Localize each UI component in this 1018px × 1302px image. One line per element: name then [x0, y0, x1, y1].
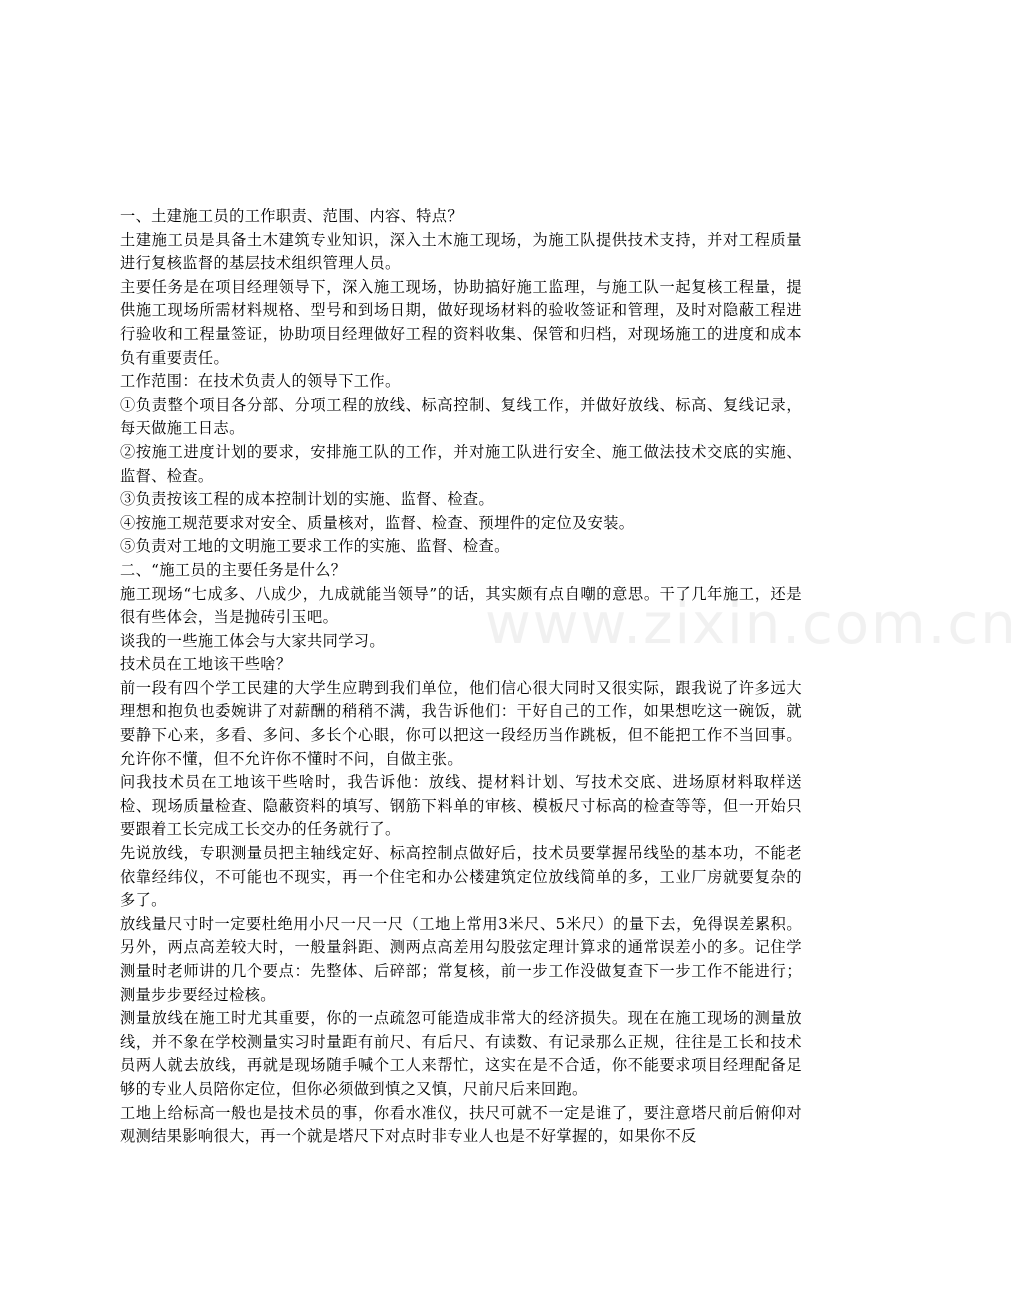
document-body	[120, 205, 802, 1149]
heading-section-1: 一、土建施工员的工作职责、范围、内容、特点？	[120, 207, 463, 225]
paragraph: 先说放线，专职测量员把主轴线定好、标高控制点做好后，技术员要掌握吊线坠的基本功，不能老依靠经纬仪，不可能也不现实，再一个住宅和办公楼建筑定位放线简单的多，工业厂房就要复杂的多了。	[120, 844, 802, 910]
list-item: ④按施工规范要求对安全、质量核对，监督、检查、预埋件的定位及安装。	[120, 513, 635, 532]
paragraph: 放线量尺寸时一定要杜绝用小尺一尺一尺（工地上常用3米尺、5米尺）的量下去，免得误差累积。另外，两点高差较大时，一般量斜距、测两点高差用勾股弦定理计算求的通常误差小的多。记住学测量时老师讲的几个要点：先整体、后碎部；常复核，前一步工作没做复查下一步工作不能进行；测量步步要经过检核。	[120, 914, 802, 1004]
list-item: ③负责按该工程的成本控制计划的实施、监督、检查。	[120, 490, 495, 509]
paragraph: 谈我的一些施工体会与大家共同学习。	[120, 631, 385, 650]
paragraph: 工作范围：在技术负责人的领导下工作。	[120, 372, 401, 391]
paragraph: 技术员在工地该干些啥？	[120, 655, 292, 674]
paragraph: 工地上给标高一般也是技术员的事，你看水准仪，扶尺可就不一定是谁了，要注意塔尺前后俯仰对观测结果影响很大，再一个就是塔尺下对点时非专业人也是不好掌握的，如果你不反	[120, 1103, 802, 1146]
list-item: ①负责整个项目各分部、分项工程的放线、标高控制、复线工作，并做好放线、标高、复线记录，每天做施工日志。	[120, 395, 802, 438]
paragraph: 主要任务是在项目经理领导下，深入施工现场，协助搞好施工监理，与施工队一起复核工程量，提供施工现场所需材料规格、型号和到场日期，做好现场材料的验收签证和管理，及时对隐蔽工程进行验收和工程量签证，协助项目经理做好工程的资料收集、保管和归档，对现场施工的进度和成本负有重要责任。	[120, 277, 802, 367]
paragraph: 问我技术员在工地该干些啥时，我告诉他：放线、提材料计划、写技术交底、进场原材料取样送检、现场质量检查、隐蔽资料的填写、钢筋下料单的审核、模板尺寸标高的检查等等，但一开始只要跟着工长完成工长交办的任务就行了。	[120, 773, 802, 839]
paragraph: 前一段有四个学工民建的大学生应聘到我们单位，他们信心很大同时又很实际，跟我说了许多远大理想和抱负也委婉讲了对薪酬的稍稍不满，我告诉他们：干好自己的工作，如果想吃这一碗饭，就要静下心来，多看、多问、多长个心眼，你可以把这一段经历当作跳板，但不能把工作不当回事。允许你不懂，但不允许你不懂时不问，自做主张。	[120, 678, 802, 768]
list-item: ②按施工进度计划的要求，安排施工队的工作，并对施工队进行安全、施工做法技术交底的实施、监督、检查。	[120, 442, 802, 485]
paragraph: 测量放线在施工时尤其重要，你的一点疏忽可能造成非常大的经济损失。现在在施工现场的测量放线，并不象在学校测量实习时量距有前尺、有后尺、有读数、有记录那么正规，往往是工长和技术员两人就去放线，再就是现场随手喊个工人来帮忙，这实在是不合适，你不能要求项目经理配备足够的专业人员陪你定位，但你必须做到慎之又慎，尺前尺后来回跑。	[120, 1009, 802, 1098]
paragraph: 土建施工员是具备土木建筑专业知识，深入土木施工现场，为施工队提供技术支持，并对工程质量进行复核监督的基层技术组织管理人员。	[120, 230, 802, 273]
paragraph: 施工现场“七成多、八成少，九成就能当领导”的话，其实颇有点自嘲的意思。干了几年施工，还是很有些体会，当是抛砖引玉吧。	[120, 584, 802, 627]
list-item: ⑤负责对工地的文明施工要求工作的实施、监督、检查。	[120, 537, 510, 556]
watermark-text: www.zixin.com.cn	[485, 592, 1018, 657]
heading-section-2: 二、“施工员的主要任务是什么？	[120, 560, 347, 579]
